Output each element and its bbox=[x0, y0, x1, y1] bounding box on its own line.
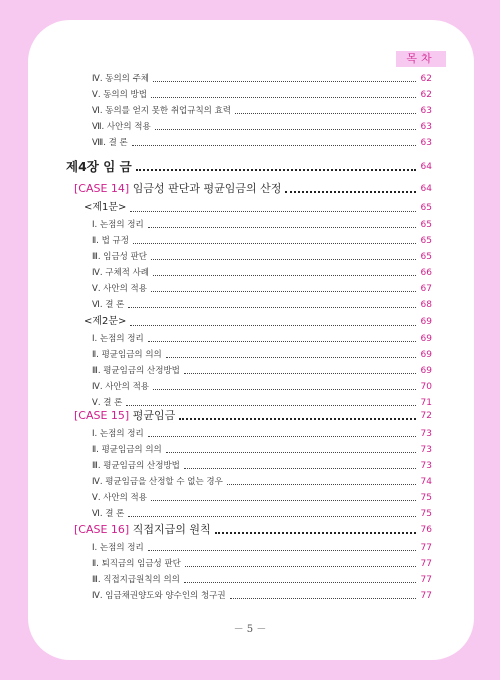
case-title: 평균임금 bbox=[132, 409, 176, 422]
toc-entry[interactable] bbox=[92, 89, 432, 101]
case-tag: [CASE 14] bbox=[74, 182, 130, 195]
toc-entry[interactable] bbox=[92, 73, 432, 85]
leader-dots bbox=[166, 452, 416, 453]
toc-entry-label: Ⅴ. 사안의 적용 bbox=[92, 284, 147, 294]
toc-entry[interactable] bbox=[92, 460, 432, 472]
toc-page-number: 73 bbox=[420, 461, 432, 471]
toc-page-number: 75 bbox=[420, 493, 432, 503]
toc-entry-label: Ⅵ. 결 론 bbox=[92, 300, 125, 310]
toc-entry[interactable] bbox=[92, 349, 432, 361]
toc-page-number: 77 bbox=[420, 591, 432, 601]
toc-entry-label: Ⅳ. 동의의 주체 bbox=[92, 74, 150, 84]
toc-entry-label: Ⅰ. 논점의 정리 bbox=[92, 334, 144, 344]
toc-entry-label: Ⅰ. 논점의 정리 bbox=[92, 543, 144, 553]
toc-page-number: 71 bbox=[420, 398, 432, 408]
toc-entry-label: Ⅲ. 직접지급원칙의 의의 bbox=[92, 575, 180, 585]
toc-entry-label: Ⅴ. 결 론 bbox=[92, 398, 123, 408]
leader-dots bbox=[128, 307, 416, 308]
leader-dots bbox=[184, 468, 416, 469]
toc-entry-label: Ⅷ. 결 론 bbox=[92, 138, 128, 148]
leader-dots bbox=[148, 227, 416, 228]
leader-dots bbox=[151, 291, 416, 292]
leader-dots bbox=[136, 169, 416, 171]
toc-page-number: 73 bbox=[420, 429, 432, 439]
toc-entry-label: Ⅲ. 임금성 판단 bbox=[92, 252, 148, 262]
toc-page-number: 68 bbox=[420, 300, 432, 310]
leader-dots bbox=[215, 532, 416, 534]
toc-entry[interactable] bbox=[92, 299, 432, 311]
toc-entry[interactable] bbox=[92, 137, 432, 149]
toc-page-number: 69 bbox=[420, 317, 432, 327]
leader-dots bbox=[126, 405, 416, 406]
toc-entry-label: Ⅶ. 사안의 적용 bbox=[92, 122, 151, 132]
leader-dots bbox=[235, 113, 416, 114]
toc-page-number: 65 bbox=[420, 252, 432, 262]
toc-entry-label: Ⅰ. 논점의 정리 bbox=[92, 429, 144, 439]
leader-dots bbox=[151, 500, 416, 501]
leader-dots bbox=[148, 436, 416, 437]
toc-page-number: 69 bbox=[420, 334, 432, 344]
toc-entry[interactable] bbox=[92, 267, 432, 279]
toc-entry[interactable] bbox=[92, 121, 432, 133]
toc-entry[interactable] bbox=[92, 381, 432, 393]
toc-question[interactable] bbox=[84, 315, 432, 329]
toc-page-number: 64 bbox=[420, 184, 432, 194]
toc-page-number: 66 bbox=[420, 268, 432, 278]
toc-page-number: 63 bbox=[420, 106, 432, 116]
toc-case[interactable] bbox=[74, 408, 432, 424]
toc-entry-label: Ⅱ. 퇴직금의 임금성 판단 bbox=[92, 559, 181, 569]
toc-entry-label: Ⅵ. 동의를 얻지 못한 취업규칙의 효력 bbox=[92, 106, 232, 116]
page-number-footer: － 5 － bbox=[233, 624, 267, 635]
toc-entry[interactable] bbox=[92, 590, 432, 602]
toc-page-number: 65 bbox=[420, 203, 432, 213]
toc-entry-label: Ⅲ. 평균임금의 산정방법 bbox=[92, 366, 180, 376]
toc-entry[interactable] bbox=[92, 476, 432, 488]
toc-entry[interactable] bbox=[92, 283, 432, 295]
leader-dots bbox=[128, 516, 416, 517]
toc-page-number: 77 bbox=[420, 543, 432, 553]
toc-page-number: 70 bbox=[420, 382, 432, 392]
toc-page-number: 69 bbox=[420, 366, 432, 376]
toc-entry[interactable] bbox=[92, 428, 432, 440]
leader-dots bbox=[133, 243, 416, 244]
toc-page-number: 65 bbox=[420, 236, 432, 246]
leader-dots bbox=[230, 598, 416, 599]
leader-dots bbox=[227, 484, 416, 485]
leader-dots bbox=[148, 341, 416, 342]
leader-dots bbox=[153, 275, 416, 276]
toc-case[interactable] bbox=[74, 181, 432, 197]
question-label: <제2문> bbox=[84, 316, 127, 327]
toc-chapter[interactable] bbox=[66, 159, 432, 175]
toc-page-number: 76 bbox=[420, 525, 432, 535]
toc-page-number: 67 bbox=[420, 284, 432, 294]
toc-entry[interactable] bbox=[92, 444, 432, 456]
case-title: 직접지급의 원칙 bbox=[132, 523, 211, 536]
leader-dots bbox=[184, 373, 416, 374]
toc-entry[interactable] bbox=[92, 508, 432, 520]
toc-page-number: 65 bbox=[420, 220, 432, 230]
toc-entry[interactable] bbox=[92, 251, 432, 263]
leader-dots bbox=[285, 191, 416, 193]
toc-entry[interactable] bbox=[92, 574, 432, 586]
toc-entry-label: Ⅲ. 평균임금의 산정방법 bbox=[92, 461, 180, 471]
toc-entry[interactable] bbox=[92, 492, 432, 504]
toc-entry[interactable] bbox=[92, 542, 432, 554]
toc-entry-label: Ⅴ. 사안의 적용 bbox=[92, 493, 147, 503]
leader-dots bbox=[155, 129, 416, 130]
toc-entry[interactable] bbox=[92, 558, 432, 570]
leader-dots bbox=[184, 582, 416, 583]
toc-entry[interactable] bbox=[92, 235, 432, 247]
leader-dots bbox=[130, 325, 416, 326]
toc-entry-label: Ⅱ. 법 규정 bbox=[92, 236, 129, 246]
toc-entry-label: Ⅳ. 구체적 사례 bbox=[92, 268, 150, 278]
toc-page-number: 69 bbox=[420, 350, 432, 360]
question-label: <제1문> bbox=[84, 202, 127, 213]
leader-dots bbox=[151, 97, 416, 98]
leader-dots bbox=[166, 357, 416, 358]
toc-page-number: 77 bbox=[420, 575, 432, 585]
leader-dots bbox=[153, 81, 416, 82]
case-tag: [CASE 15] bbox=[74, 409, 130, 422]
leader-dots bbox=[148, 550, 416, 551]
toc-page-number: 77 bbox=[420, 559, 432, 569]
toc-page-number: 74 bbox=[420, 477, 432, 487]
case-title: 임금성 판단과 평균임금의 산정 bbox=[132, 182, 282, 195]
toc-badge: 목차 bbox=[396, 51, 446, 67]
toc-entry[interactable] bbox=[92, 219, 432, 231]
toc-page-number: 64 bbox=[420, 162, 432, 172]
leader-dots bbox=[132, 145, 416, 146]
toc-entry-label: Ⅴ. 동의의 방법 bbox=[92, 90, 147, 100]
toc-entry-label: Ⅱ. 평균임금의 의의 bbox=[92, 350, 162, 360]
toc-entry-label: Ⅳ. 임금채권양도와 양수인의 청구권 bbox=[92, 591, 226, 601]
toc-entry[interactable] bbox=[92, 365, 432, 377]
toc-page-number: 62 bbox=[420, 74, 432, 84]
toc-entry-label: Ⅵ. 결 론 bbox=[92, 509, 125, 519]
toc-entry-label: Ⅳ. 사안의 적용 bbox=[92, 382, 150, 392]
leader-dots bbox=[179, 418, 416, 420]
leader-dots bbox=[130, 211, 416, 212]
toc-page-number: 62 bbox=[420, 90, 432, 100]
toc-case[interactable] bbox=[74, 522, 432, 538]
leader-dots bbox=[153, 389, 416, 390]
toc-entry-label: Ⅱ. 평균임금의 의의 bbox=[92, 445, 162, 455]
toc-entry-label: Ⅰ. 논점의 정리 bbox=[92, 220, 144, 230]
case-tag: [CASE 16] bbox=[74, 523, 130, 536]
toc-entry[interactable] bbox=[92, 333, 432, 345]
leader-dots bbox=[185, 566, 416, 567]
toc-page-number: 73 bbox=[420, 445, 432, 455]
toc-page-number: 63 bbox=[420, 138, 432, 148]
toc-question[interactable] bbox=[84, 201, 432, 215]
toc-page-number: 72 bbox=[420, 411, 432, 421]
toc-page-number: 75 bbox=[420, 509, 432, 519]
leader-dots bbox=[151, 259, 416, 260]
chapter-title: 제4장 임 금 bbox=[66, 159, 132, 174]
toc-entry[interactable] bbox=[92, 105, 432, 117]
toc-page-number: 63 bbox=[420, 122, 432, 132]
toc-entry-label: Ⅳ. 평균임금을 산정할 수 없는 경우 bbox=[92, 477, 223, 487]
